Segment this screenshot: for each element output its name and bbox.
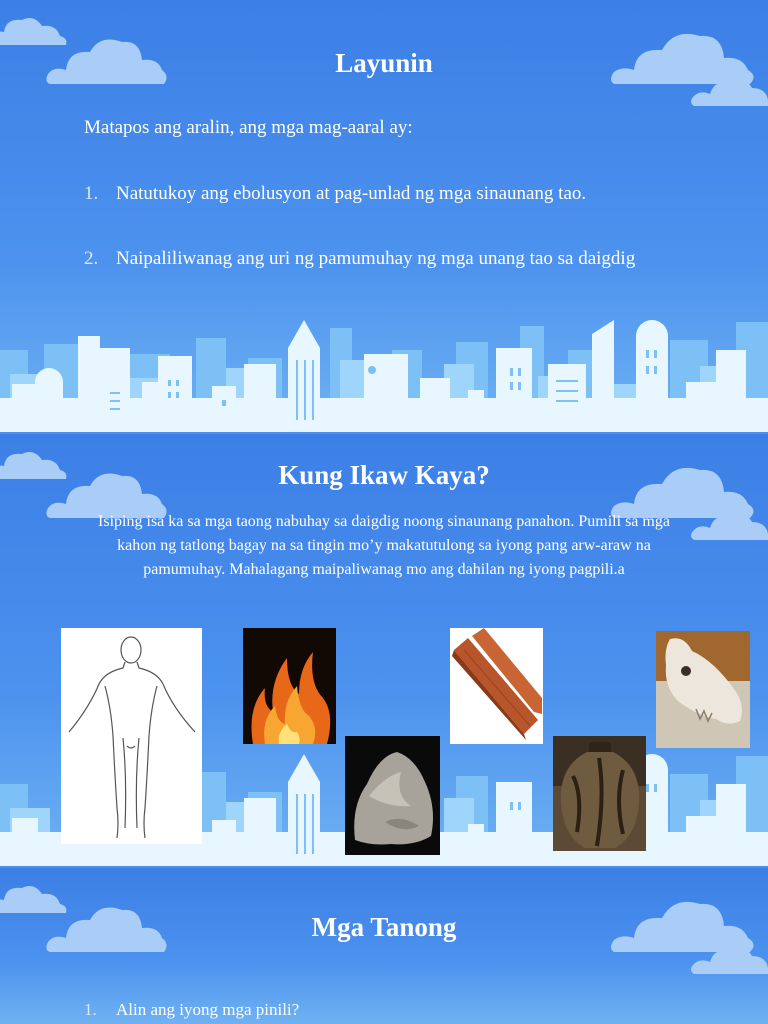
- clay-jar-image: [553, 736, 646, 851]
- instructions-text: Isiping isa ka sa mga taong nabuhay sa daigdig noong sinaunang panahon. Pumili sa mga kahon ng tatlong bagay na sa tingin mo’y makatutulong sa iyong pang arw-araw na pamumuhay. Mahalagang maipaliwanag mo ang dahilan ng iyong pagpili.a: [98, 513, 670, 578]
- slide-layunin: [0, 0, 768, 432]
- fire-image: [243, 628, 336, 744]
- list-item: 2. Naipaliliwanag ang uri ng pamumuhay ng mga unang tao sa daigdig: [84, 248, 636, 269]
- slide-title: Layunin: [335, 48, 433, 78]
- list-item: 1. Natutukoy ang ebolusyon at pag-unlad ng mga sinaunang tao.: [84, 183, 587, 204]
- questions-list: [84, 996, 684, 1024]
- objectives-list: [84, 180, 684, 273]
- slide-mga-tanong: [0, 868, 768, 1024]
- intro-text: Matapos ang aralin, ang mga mag-aaral ay:: [84, 117, 413, 138]
- city-skyline: [0, 320, 768, 432]
- slide-kung-ikaw-kaya: [0, 434, 768, 866]
- cloud-icon: [688, 940, 768, 976]
- list-item: 1. Alin ang iyong mga pinili?: [84, 1000, 300, 1019]
- stone-image: [345, 736, 440, 855]
- cloud-icon: [688, 506, 768, 542]
- slide-title: Mga Tanong: [311, 912, 457, 942]
- wooden-planks-image: [450, 628, 543, 744]
- slide-title: Kung Ikaw Kaya?: [278, 460, 490, 490]
- human-figure-image: [61, 628, 202, 844]
- animal-skull-image: [656, 631, 750, 748]
